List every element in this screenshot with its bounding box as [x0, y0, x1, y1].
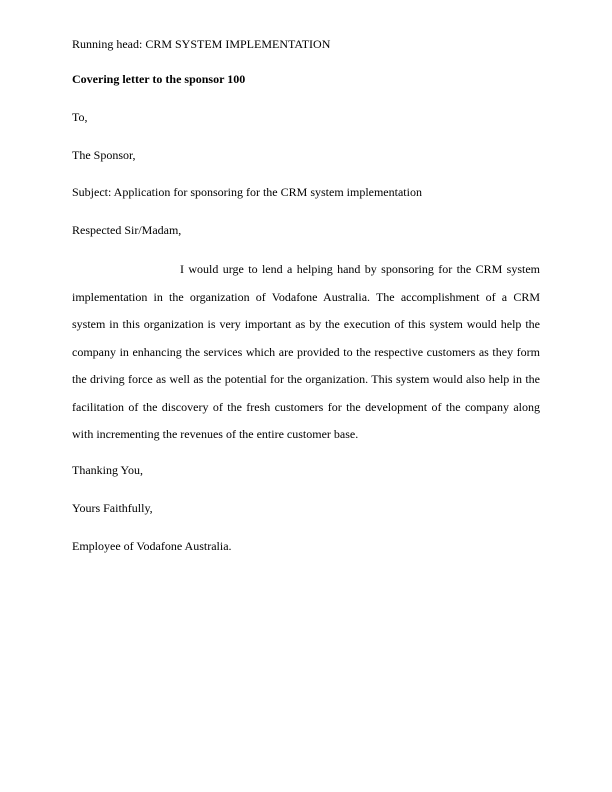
closing-line: Yours Faithfully,	[72, 501, 153, 515]
thanks-line: Thanking You,	[72, 463, 144, 477]
letter-heading: Covering letter to the sponsor 100	[72, 72, 246, 86]
body-paragraph: I would urge to lend a helping hand by sponsoring for the CRM system implementation in the organization of Vodafone Australia. The accomplishment of a CRM system in this organization is very important as by the execution of this system would help the company in enhancing the services which are provided to the respective customers as they form the driving force as well as the potential for the organization. This system would also help in the facilitation of the discovery of the fresh customers for the development of the company along with incrementing the revenues of the entire customer base.	[72, 262, 540, 441]
signature-line: Employee of Vodafone Australia.	[72, 539, 232, 553]
running-head: Running head: CRM SYSTEM IMPLEMENTATION	[72, 37, 331, 51]
salutation: Respected Sir/Madam,	[72, 223, 182, 237]
recipient-line: The Sponsor,	[72, 148, 136, 162]
subject-line: Subject: Application for sponsoring for the CRM system implementation	[72, 185, 422, 199]
to-line: To,	[72, 110, 88, 124]
